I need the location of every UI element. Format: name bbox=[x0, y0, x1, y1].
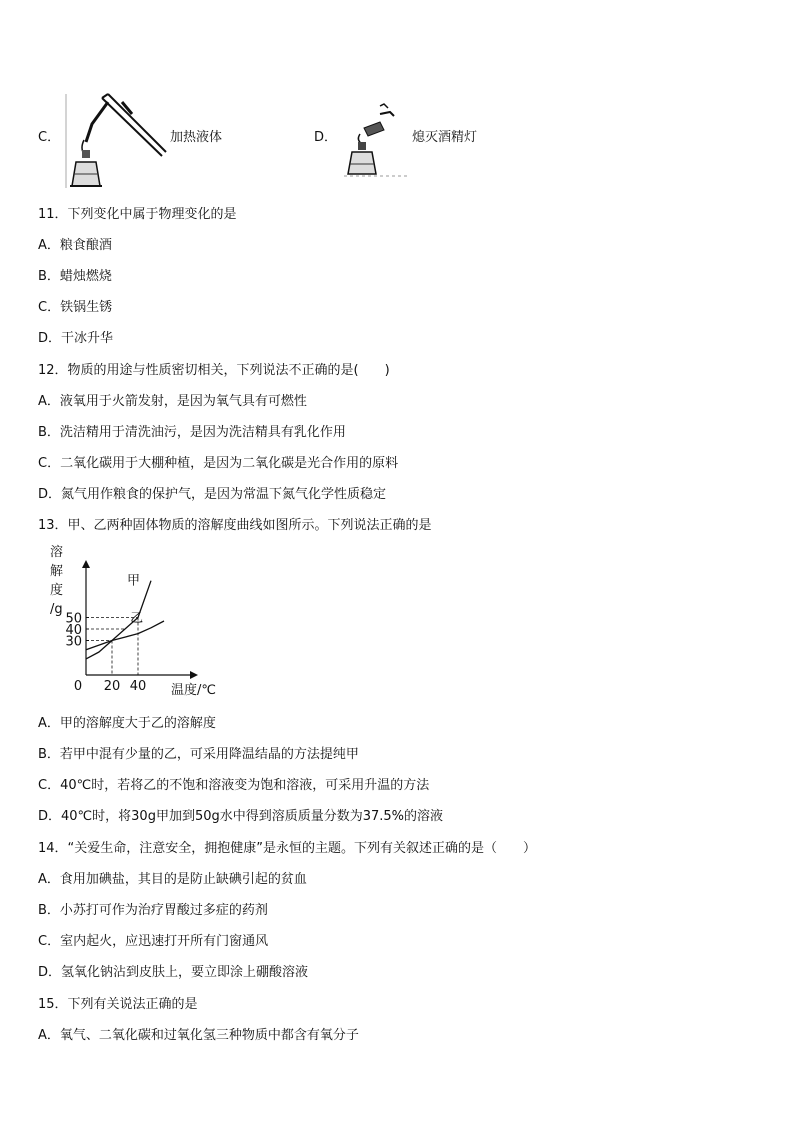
q11-option-c: C．铁锅生锈 bbox=[38, 300, 113, 315]
series-line-2 bbox=[86, 621, 164, 650]
y-tick-label: 30 bbox=[65, 634, 82, 650]
y-axis-label-char: 解 bbox=[50, 564, 64, 579]
q15-stem: 15．下列有关说法正确的是 bbox=[38, 997, 198, 1012]
alcohol-lamp-icon bbox=[70, 140, 102, 186]
q11-stem: 11．下列变化中属于物理变化的是 bbox=[38, 207, 237, 222]
x-axis-arrow bbox=[190, 671, 198, 679]
q14-option-d: D．氢氧化钠沾到皮肤上，要立即涂上硼酸溶液 bbox=[38, 965, 309, 980]
q12-option-c: C．二氧化碳用于大棚种植，是因为二氧化碳是光合作用的原料 bbox=[38, 456, 399, 471]
q13-stem: 13．甲、乙两种固体物质的溶解度曲线如图所示。下列说法正确的是 bbox=[38, 518, 432, 533]
q13-option-c: C．40℃时，若将乙的不饱和溶液变为饱和溶液，可采用升温的方法 bbox=[38, 778, 430, 793]
q13-option-a: A．甲的溶解度大于乙的溶解度 bbox=[38, 716, 216, 731]
y-tick-label: 40 bbox=[65, 623, 82, 638]
y-tick-label: 50 bbox=[65, 611, 82, 627]
q11-option-d: D．干冰升华 bbox=[38, 331, 114, 346]
q14-stem: 14．“关爱生命，注意安全，拥抱健康”是永恒的主题。下列有关叙述正确的是（ ） bbox=[38, 841, 537, 856]
q15-option-a: A．氧气、二氧化碳和过氧化氢三种物质中都含有氧分子 bbox=[38, 1028, 359, 1043]
q13-option-b: B．若甲中混有少量的乙，可采用降温结晶的方法提纯甲 bbox=[38, 747, 359, 762]
blowing-lamp-icon bbox=[344, 104, 408, 176]
option-c-label: C． bbox=[38, 130, 61, 145]
y-axis-arrow bbox=[82, 560, 90, 568]
q11-option-a: A．粮食酿酒 bbox=[38, 238, 112, 253]
option-c-caption: 加热液体 bbox=[170, 130, 223, 145]
y-axis-label-char: 度 bbox=[50, 583, 64, 598]
q14-option-a: A．食用加碘盐，其目的是防止缺碘引起的贫血 bbox=[38, 872, 307, 887]
x-tick-label: 40 bbox=[129, 679, 147, 694]
q14-option-b: B．小苏打可作为治疗胃酸过多症的药剂 bbox=[38, 903, 268, 918]
series-label: 乙 bbox=[130, 611, 144, 627]
x-tick-label: 0 bbox=[73, 679, 83, 694]
y-axis-label-char: /g bbox=[50, 602, 63, 617]
q13-option-d: D．40℃时，将30g甲加到50g水中得到溶质质量分数为37.5%的溶液 bbox=[38, 809, 444, 824]
option-d-caption: 熄灭酒精灯 bbox=[412, 130, 478, 145]
series-label: 甲 bbox=[127, 573, 141, 589]
q12-option-d: D．氮气用作粮食的保护气，是因为常温下氮气化学性质稳定 bbox=[38, 487, 387, 502]
q14-option-c: C．室内起火，应迅速打开所有门窗通风 bbox=[38, 934, 269, 949]
q12-stem: 12．物质的用途与性质密切相关，下列说法不正确的是( ) bbox=[38, 363, 390, 378]
option-d-label: D． bbox=[314, 130, 338, 145]
q11-option-b: B．蜡烛燃烧 bbox=[38, 269, 112, 284]
solubility-chart bbox=[40, 540, 230, 705]
heating-liquid-figure bbox=[62, 90, 170, 190]
extinguish-lamp-figure bbox=[340, 100, 410, 180]
x-tick-label: 20 bbox=[103, 679, 121, 694]
y-axis-label-char: 溶 bbox=[50, 545, 64, 560]
q12-option-b: B．洗洁精用于清洗油污，是因为洗洁精具有乳化作用 bbox=[38, 425, 346, 440]
test-tube-icon bbox=[102, 94, 166, 156]
x-axis-label: 温度/℃ bbox=[171, 683, 216, 698]
q12-option-a: A．液氧用于火箭发射，是因为氧气具有可燃性 bbox=[38, 394, 307, 409]
